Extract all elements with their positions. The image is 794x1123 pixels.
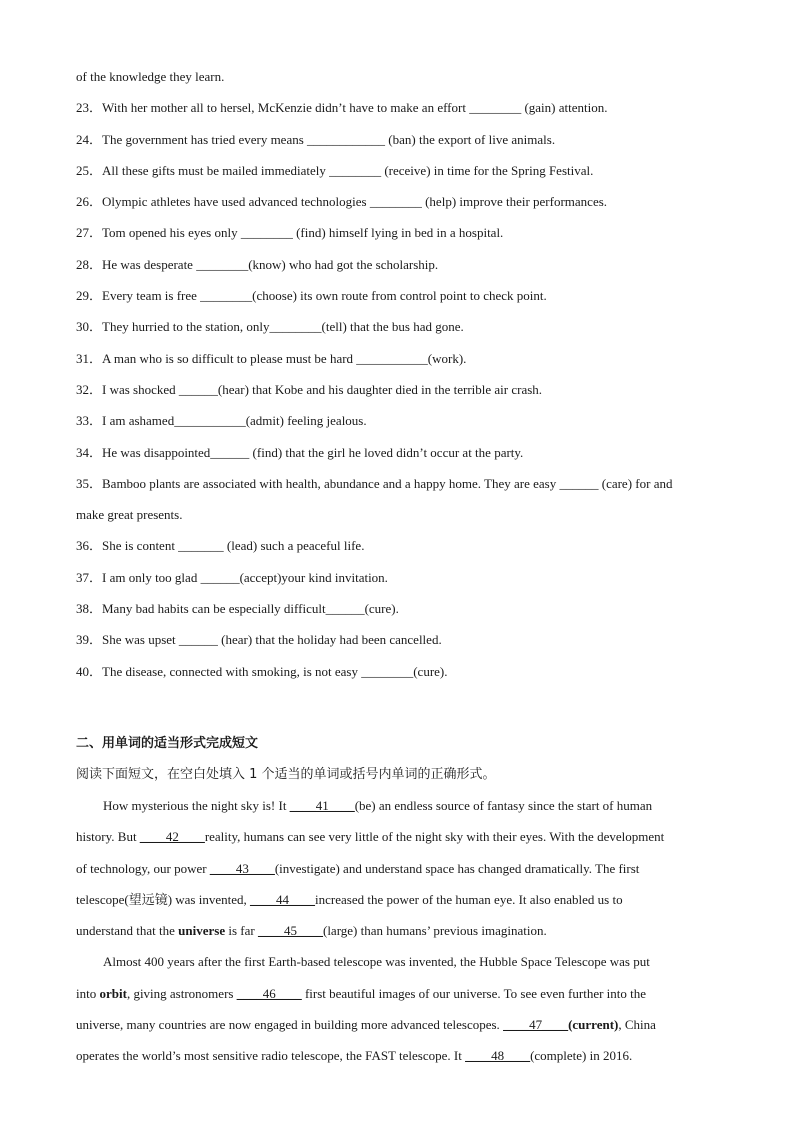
passage-line [76, 1040, 726, 1071]
passage-text: reality, humans can see very little of the night sky with their eyes. With the development [204, 829, 665, 845]
passage-text: telescope(望远镜) was invented, [76, 891, 251, 907]
section-instruction: 阅读下面短文，在空白处填入 1 个适当的单词或括号内单词的正确形式。 [76, 766, 496, 782]
passage-text: (investigate) and understand space has changed dramatically. The first [274, 860, 640, 876]
passage-line [76, 853, 726, 884]
passage-text: How mysterious the night sky is! It [103, 797, 290, 813]
worksheet-page [76, 61, 726, 1072]
exercise-line: 25．All these gifts must be mailed immediately ________ (receive) in time for the Spring Festival. [76, 162, 594, 178]
passage-text: (be) an endless source of fantasy since the start of human [354, 797, 653, 813]
answer-blank-42[interactable]: ____42____ [139, 829, 205, 845]
passage-text: (complete) in 2016. [530, 1048, 633, 1064]
answer-blank-46[interactable]: ____46____ [236, 985, 302, 1001]
bold-word: orbit [99, 985, 127, 1001]
answer-blank-43[interactable]: ____43____ [209, 860, 275, 876]
exercise-list [76, 61, 726, 687]
exercise-line: 23．With her mother all to hersel, McKenzie didn’t have to make an effort ________ (gain) attention. [76, 100, 608, 116]
answer-blank-48[interactable]: ____48____ [465, 1048, 531, 1064]
bold-word: (current) [568, 1017, 619, 1033]
exercise-line: 31．A man who is so difficult to please must be hard ___________(work). [76, 350, 467, 366]
passage-text: first beautiful images of our universe. To see even further into the [301, 985, 647, 1001]
exercise-line: 28．He was desperate ________(know) who had got the scholarship. [76, 256, 439, 272]
exercise-line: 37．I am only too glad ______(accept)your kind invitation. [76, 569, 388, 585]
passage-text: , China [618, 1017, 656, 1033]
passage-text: , giving astronomers [126, 985, 237, 1001]
exercise-line: 36．She is content _______ (lead) such a peaceful life. [76, 538, 365, 554]
passage-text: Almost 400 years after the first Earth-based telescope was invented, the Hubble Space Telescope was put [103, 954, 650, 970]
passage-line [76, 915, 726, 946]
exercise-line: of the knowledge they learn. [76, 69, 225, 84]
answer-blank-41[interactable]: ____41____ [289, 797, 355, 813]
bold-word: universe [178, 923, 226, 939]
exercise-line: 30．They hurried to the station, only________(tell) that the bus had gone. [76, 319, 464, 335]
exercise-line: 27．Tom opened his eyes only ________ (find) himself lying in bed in a hospital. [76, 225, 504, 241]
passage-text: (large) than humans’ previous imagination. [322, 923, 547, 939]
exercise-line: 24．The government has tried every means ____________ (ban) the export of live animals. [76, 131, 556, 147]
passage-text: is far [225, 923, 258, 939]
passage-line [76, 946, 726, 977]
passage-text: of technology, our power [76, 860, 210, 876]
passage-text: operates the world’s most sensitive radio telescope, the FAST telescope. It [76, 1048, 466, 1064]
exercise-line: 40．The disease, connected with smoking, is not easy ________(cure). [76, 663, 448, 679]
passage [76, 790, 726, 1072]
exercise-line: 38．Many bad habits can be especially difficult______(cure). [76, 601, 399, 617]
exercise-line: 26．Olympic athletes have used advanced technologies ________ (help) improve their performances. [76, 194, 608, 210]
passage-text: universe, many countries are now engaged in building more advanced telescopes. [76, 1017, 504, 1033]
exercise-line: 33．I am ashamed___________(admit) feeling jealous. [76, 413, 367, 429]
exercise-line: make great presents. [76, 507, 183, 523]
section-heading: 二、用单词的适当形式完成短文 [76, 735, 259, 751]
section-spacer [76, 687, 726, 728]
passage-line [76, 1009, 726, 1040]
passage-line [76, 821, 726, 852]
passage-line [76, 884, 726, 915]
exercise-line: 39．She was upset ______ (hear) that the holiday had been cancelled. [76, 632, 442, 648]
exercise-line: 32．I was shocked ______(hear) that Kobe and his daughter died in the terrible air crash. [76, 381, 543, 397]
answer-blank-44[interactable]: ____44____ [250, 891, 316, 907]
passage-line [76, 790, 726, 821]
passage-line [76, 978, 726, 1009]
passage-text: history. But [76, 829, 140, 845]
exercise-line: 35．Bamboo plants are associated with health, abundance and a happy home. They are easy ______ (care) for and [76, 475, 673, 491]
answer-blank-45[interactable]: ____45____ [257, 923, 323, 939]
exercise-line: 34．He was disappointed______ (find) that the girl he loved didn’t occur at the party. [76, 444, 524, 460]
exercise-line: 29．Every team is free ________(choose) its own route from control point to check point. [76, 288, 547, 304]
passage-text: increased the power of the human eye. It also enabled us to [315, 891, 623, 907]
passage-text: into [76, 985, 100, 1001]
passage-text: understand that the [76, 923, 179, 939]
answer-blank-47[interactable]: ____47____ [503, 1017, 569, 1033]
